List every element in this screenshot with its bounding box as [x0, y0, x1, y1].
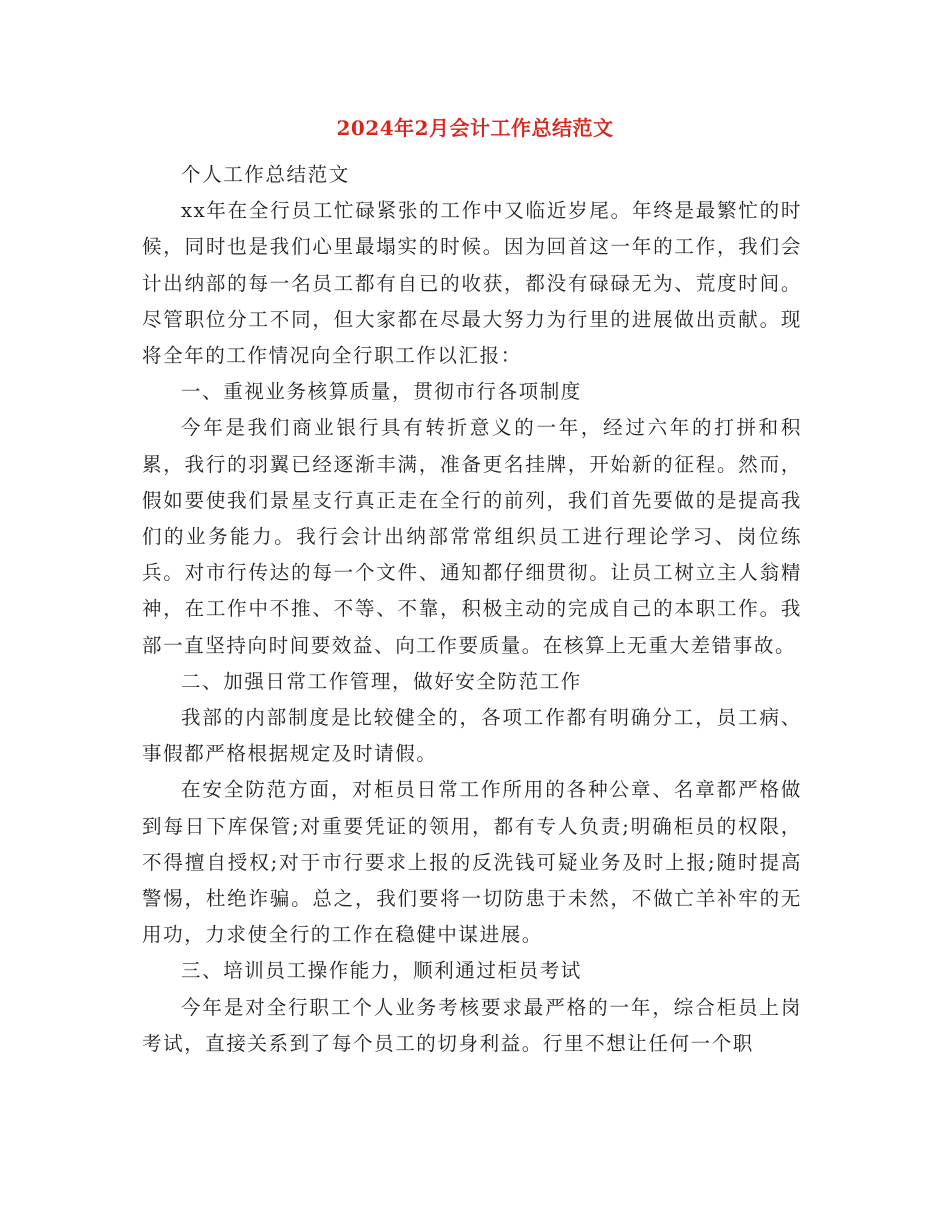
paragraph-section-2a: 我部的内部制度是比较健全的，各项工作都有明确分工，员工病、事假都严格根据规定及时请假。 [142, 706, 802, 766]
paragraph-section-3: 今年是对全行职工个人业务考核要求最严格的一年，综合柜员上岗考试，直接关系到了每个员工的切身利益。行里不想让任何一个职 [142, 995, 802, 1055]
paragraph-section-1: 今年是我们商业银行具有转折意义的一年，经过六年的打拼和积累，我行的羽翼已经逐渐丰满，准备更名挂牌，开始新的征程。然而，假如要使我们景星支行真正走在全行的前列，我们首先要做的是提高我们的业务能力。我行会计出纳部常常组织员工进行理论学习、岗位练兵。对市行传达的每一个文件、通知都仔细贯彻。让员工树立主人翁精神，在工作中不推、不等、不靠，积极主动的完成自己的本职工作。我部一直坚持向时间要效益、向工作要质量。在核算上无重大差错事故。 [142, 416, 802, 657]
paragraph-intro: xx年在全行员工忙碌紧张的工作中又临近岁尾。年终是最繁忙的时候，同时也是我们心里最塌实的时候。因为回首这一年的工作，我们会计出纳部的每一名员工都有自已的收获，都没有碌碌无为、荒度时间。尽管职位分工不同，但大家都在尽最大努力为行里的进展做出贡献。现将全年的工作情况向全行职工作以汇报： [142, 199, 802, 368]
document-title: 2024年2月会计工作总结范文 [336, 116, 614, 140]
paragraph-section-2b: 在安全防范方面，对柜员日常工作所用的各种公章、名章都严格做到每日下库保管;对重要凭证的领用，都有专人负责;明确柜员的权限，不得擅自授权;对于市行要求上报的反洗钱可疑业务及时上报;随时提高警惕，杜绝诈骗。总之，我们要将一切防患于未然，不做亡羊补牢的无用功，力求使全行的工作在稳健中谋进展。 [142, 778, 802, 947]
paragraph-subtitle: 个人工作总结范文 [181, 163, 350, 186]
document-body [142, 157, 802, 1062]
section-heading-2: 二、加强日常工作管理，做好安全防范工作 [181, 669, 582, 693]
section-heading-1: 一、重视业务核算质量，贯彻市行各项制度 [181, 380, 582, 404]
section-heading-3: 三、培训员工操作能力，顺利通过柜员考试 [181, 959, 582, 983]
